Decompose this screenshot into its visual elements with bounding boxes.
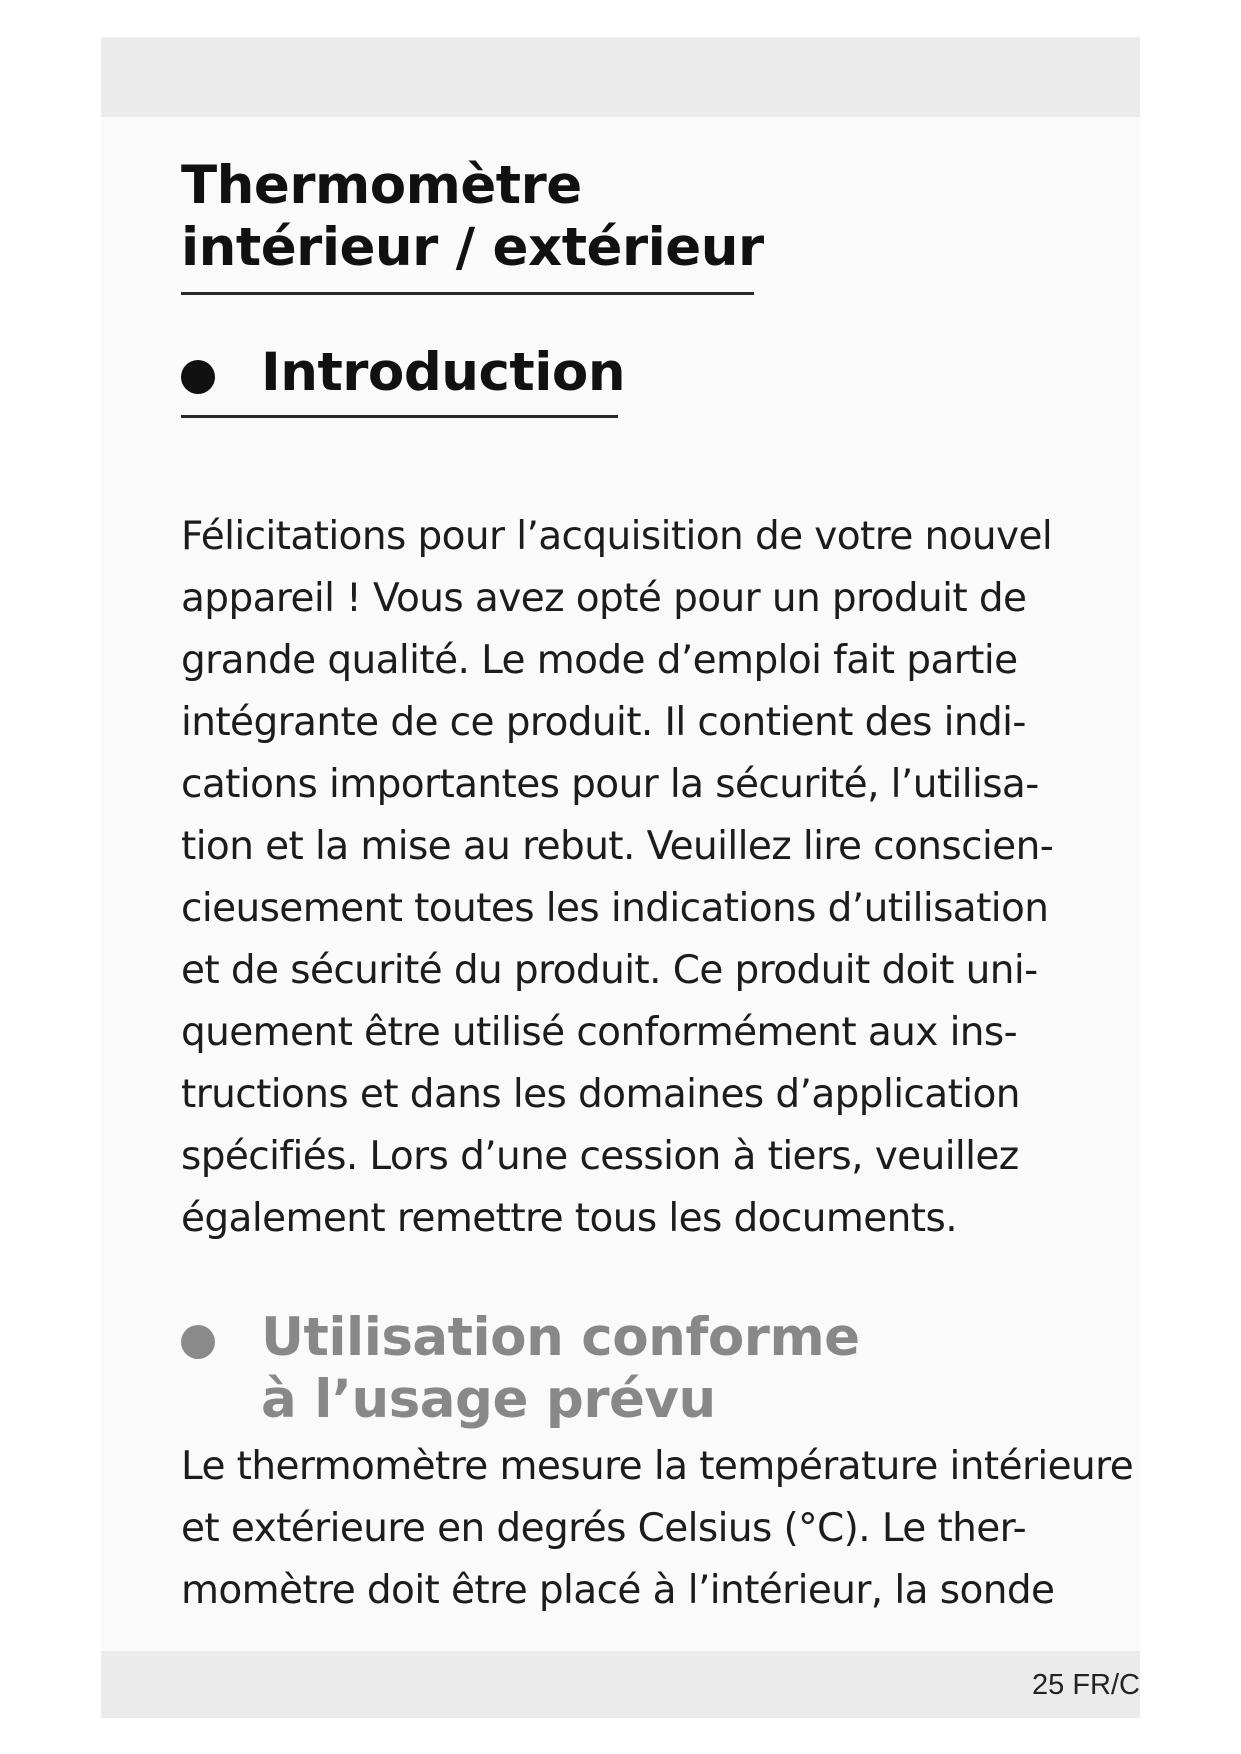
section-heading-intended-use (181, 1307, 860, 1431)
text-line: Le thermomètre mesure la température intérieure (181, 1444, 1134, 1489)
text-line: Félicitations pour l’acquisition de votre nouvel (181, 514, 1053, 559)
title-underline (181, 292, 754, 295)
section-heading-text: Introduction (261, 342, 626, 403)
text-line: momètre doit être placé à l’intérieur, la sonde (181, 1568, 1055, 1613)
text-line: grande qualité. Le mode d’emploi fait partie (181, 638, 1018, 683)
text-line: tion et la mise au rebut. Veuillez lire conscien- (181, 824, 1054, 869)
section-heading-text: Utilisation conforme (261, 1307, 860, 1368)
text-line: cations importantes pour la sécurité, l’utilisa- (181, 762, 1039, 807)
text-line: également remettre tous les documents. (181, 1196, 957, 1241)
section-heading-text: à l’usage prévu (261, 1369, 716, 1430)
section-underline (181, 415, 618, 418)
document-title-line: intérieur / extérieur (181, 217, 764, 278)
bullet-icon (181, 360, 215, 394)
page-number: 25 FR/C (1032, 1669, 1140, 1701)
document-title (181, 155, 764, 279)
text-line: quement être utilisé conformément aux ins- (181, 1010, 1018, 1055)
text-line: cieusement toutes les indications d’utilisation (181, 886, 1049, 931)
document-page (101, 37, 1140, 1718)
text-line: et de sécurité du produit. Ce produit doit uni- (181, 948, 1038, 993)
text-line: intégrante de ce produit. Il contient des indi- (181, 700, 1026, 745)
bullet-icon (181, 1325, 215, 1359)
footer-band (101, 1651, 1140, 1718)
text-line: et extérieure en degrés Celsius (°C). Le ther- (181, 1506, 1027, 1551)
text-line: appareil ! Vous avez opté pour un produit de (181, 576, 1027, 621)
section-heading-introduction (181, 342, 625, 404)
header-band (101, 37, 1140, 117)
document-title-line: Thermomètre (181, 155, 582, 216)
introduction-paragraph (181, 506, 1081, 1250)
intended-use-paragraph (181, 1436, 1134, 1622)
text-line: spécifiés. Lors d’une cession à tiers, veuillez (181, 1134, 1019, 1179)
text-line: tructions et dans les domaines d’application (181, 1072, 1020, 1117)
